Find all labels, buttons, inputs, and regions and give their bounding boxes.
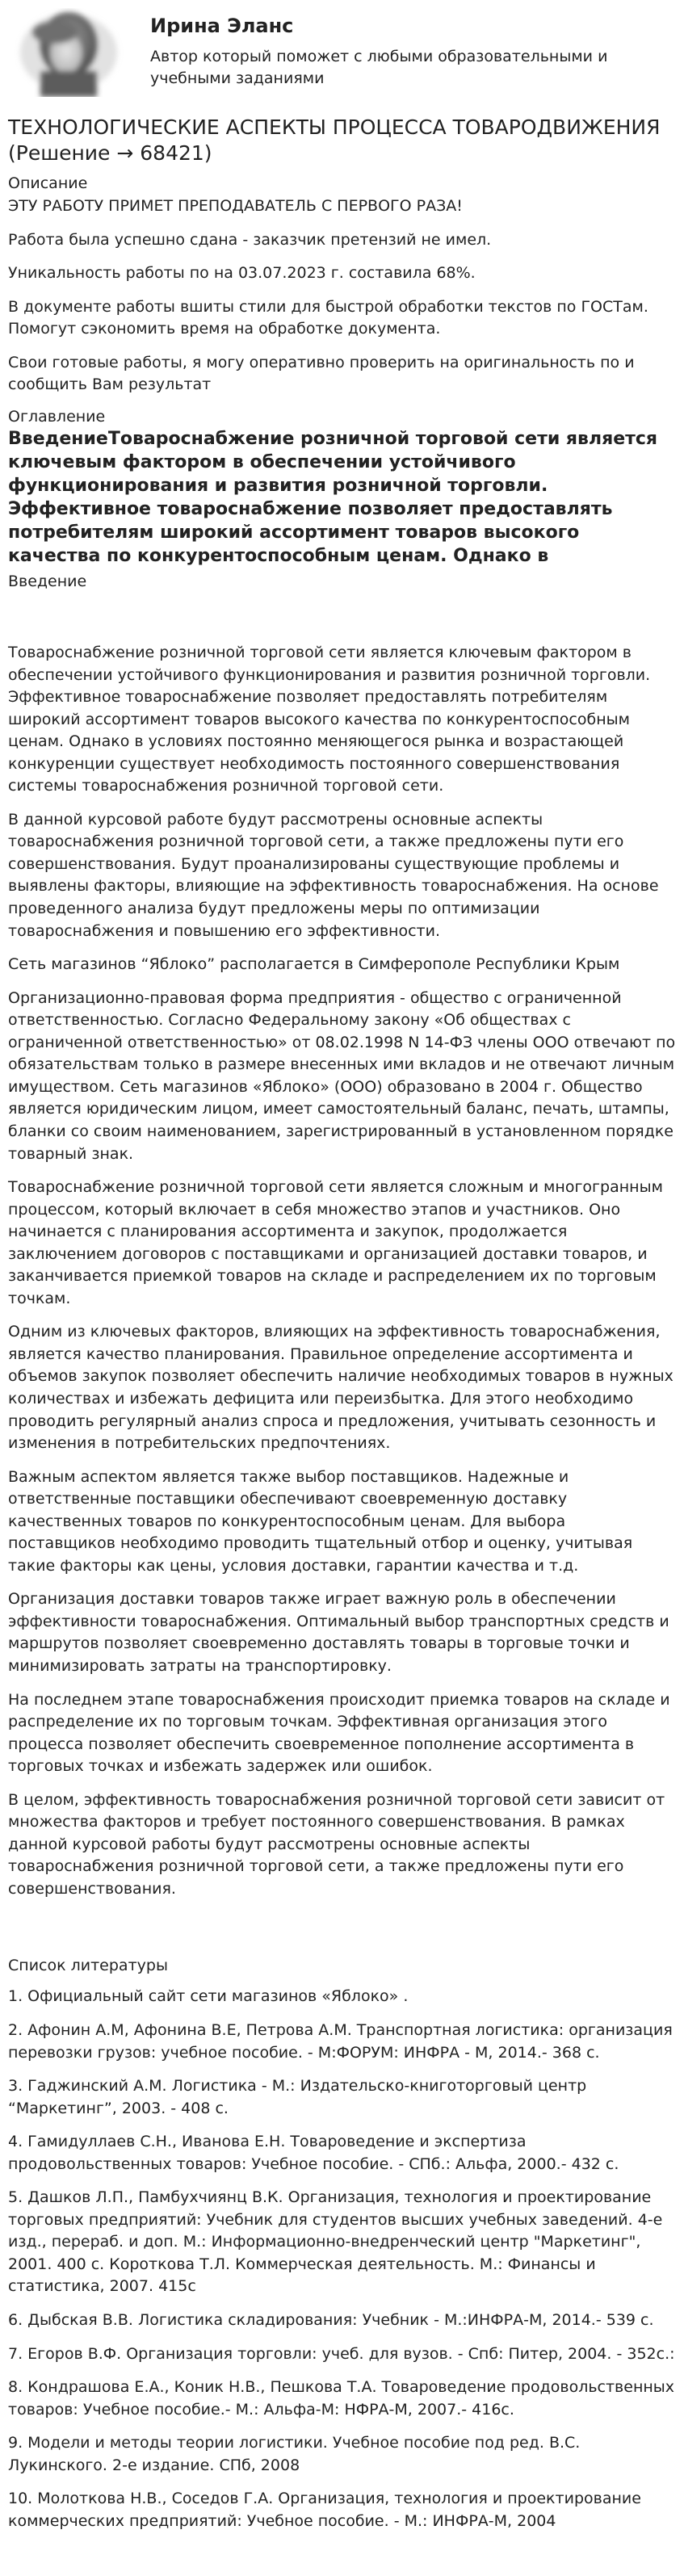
bibliography-list xyxy=(8,1986,676,2532)
description-paragraph: Работа была успешно сдана - заказчик претензий не имел. xyxy=(8,230,492,249)
bibliography-title: Список литературы xyxy=(8,1957,168,1975)
author-description: Автор который поможет с любыми образовательными и учебными заданиями xyxy=(150,47,608,88)
bibliography-item: 3. Гаджинский А.М. Логистика - М.: Издательско-книготорговый центр “Маркетинг”, 2003. - 408 с. xyxy=(8,2077,587,2117)
author-header xyxy=(0,0,684,95)
body-paragraph: В целом, эффективность товароснабжения розничной торговой сети зависит от множества факторов и требует постоянного совершенствования. В рамках данной курсовой работы будут рассмотрены основные аспекты товароснабжения розничной торговой сети, а также предложены пути его совершенствования. xyxy=(8,1790,665,1898)
author-meta xyxy=(150,8,676,90)
bibliography-item: 1. Официальный сайт сети магазинов «Яблоко» . xyxy=(8,1987,409,2006)
body-paragraph: Важным аспектом является также выбор поставщиков. Надежные и ответственные поставщики обеспечивают своевременную доставку качественных товаров по конкурентоспособным ценам. Для выбора поставщиков необходимо проводить тщательный отбор и оценку, учитывая такие факторы как цены, условия доставки, гарантии качества и т.д. xyxy=(8,1467,633,1575)
main-content xyxy=(0,115,684,2532)
body-paragraph: Организация доставки товаров также играет важную роль в обеспечении эффективности товароснабжения. Оптимальный выбор транспортных средств и маршрутов позволяет своевременно доставлять товары в торговые точки и минимизировать затраты на транспортировку. xyxy=(8,1590,669,1675)
description-paragraph: Уникальность работы по на 03.07.2023 г. составила 68%. xyxy=(8,264,476,283)
description-section xyxy=(8,174,676,396)
spacer xyxy=(8,1911,676,1957)
body-paragraph: Сеть магазинов “Яблоко” располагается в Симферополе Республики Крым xyxy=(8,955,620,974)
bibliography-item: 8. Кондрашова Е.А., Коник Н.В., Пешкова Т.А. Товароведение продовольственных товаров: Учебное пособие.- М.: Альфа-М: НФРА-М, 2007.- 416с. xyxy=(8,2378,675,2419)
bibliography-item: 7. Егоров В.Ф. Организация торговли: учеб. для вузов. - Спб: Питер, 2004. - 352с.: xyxy=(8,2344,675,2363)
toc-label: Оглавление xyxy=(8,407,106,426)
toc-text: ВведениеТовароснабжение розничной торговой сети является ключевым фактором в обеспечении устойчивого функционирования и развития розничной торговли. Эффективное товароснабжение позволяет предоставлять потребителям широкий ассортимент товаров высокого качества по конкурентоспособным ценам. Однако в xyxy=(8,428,658,566)
author-name[interactable]: Ирина Эланс xyxy=(150,15,294,37)
body-section xyxy=(8,642,676,1900)
body-paragraph: Товароснабжение розничной торговой сети является сложным и многогранным процессом, который включает в себя множество этапов и участников. Оно начинается с планирования ассортимента и закупок, продолжается заключением договоров с поставщиками и организацией доставки товаров, и заканчивается приемкой товаров на складе и распределением их по торговым точкам. xyxy=(8,1178,663,1307)
avatar-image xyxy=(8,8,129,97)
intro-label: Введение xyxy=(8,573,87,591)
body-paragraph: Товароснабжение розничной торговой сети является ключевым фактором в обеспечении устойчивого функционирования и развития розничной торговли. Эффективное товароснабжение позволяет предоставлять потребителям широкий ассортимент товаров высокого качества по конкурентоспособным ценам. Однако в условиях постоянно меняющегося рынка и возрастающей конкуренции существует необходимость постоянного совершенствования системы товароснабжения розничной торговой сети. xyxy=(8,644,651,795)
description-paragraph: Свои готовые работы, я могу оперативно проверить на оригинальность по и сообщить Вам результат xyxy=(8,353,635,394)
avatar[interactable] xyxy=(8,8,129,97)
toc-section xyxy=(8,408,676,590)
body-paragraph: На последнем этапе товароснабжения происходит приемка товаров на складе и распределение их по торговым точкам. Эффективная организация этого процесса позволяет обеспечить своевременное пополнение ассортимента в торговых точках и избежать задержек или ошибок. xyxy=(8,1690,670,1776)
body-paragraph: Организационно-правовая форма предприятия - общество с ограниченной ответственностью. Согласно Федеральному закону «Об обществах с ограниченной ответственностью» от 08.02.1998 N 14-ФЗ члены ООО отвечают по обязательствам только в размере внесенных ими вкладов и не отвечают личным имуществом. Сеть магазинов «Яблоко» (ООО) образовано в 2004 г. Общество является юридическим лицом, имеет самостоятельный баланс, печать, штампы, бланки со своим наименованием, зарегистрированный в установленном порядке товарный знак. xyxy=(8,988,676,1163)
bibliography-item: 4. Гамидуллаев С.Н., Иванова Е.Н. Товароведение и экспертиза продовольственных товаров: Учебное пособие. - СПб.: Альфа, 2000.- 432 с. xyxy=(8,2133,619,2173)
bibliography-item: 9. Модели и методы теории логистики. Учебное пособие под ред. В.С. Лукинского. 2-е издание. СПб, 2008 xyxy=(8,2434,581,2474)
bibliography-item: 10. Молоткова Н.В., Соседов Г.А. Организация, технология и проектирование коммерческих предприятий: Учебное пособие. - М.: ИНФРА-М, 2004 xyxy=(8,2490,641,2530)
work-title: ТЕХНОЛОГИЧЕСКИЕ АСПЕКТЫ ПРОЦЕССА ТОВАРОДВИЖЕНИЯ (Решение → 68421) xyxy=(8,115,661,165)
description-paragraph: В документе работы вшиты стили для быстрой обработки текстов по ГОСТам. Помогут сэкономить время на обработке документа. xyxy=(8,297,648,338)
body-paragraph: Одним из ключевых факторов, влияющих на эффективность товароснабжения, является качество планирования. Правильное определение ассортимента и объемов закупок позволяет обеспечить наличие необходимых товаров в нужных количествах и избежать дефицита или переизбытка. Для этого необходимо проводить регулярный анализ спроса и предложения, учитывать сезонность и изменения в потребительских предпочтениях. xyxy=(8,1323,674,1453)
body-paragraph: В данной курсовой работе будут рассмотрены основные аспекты товароснабжения розничной торговой сети, а также предложены пути его совершенствования. Будут проанализированы существующие проблемы и выявлены факторы, влияющие на эффективность товароснабжения. На основе проведенного анализа будут предложены меры по оптимизации товароснабжения и повышению его эффективности. xyxy=(8,810,659,940)
bibliography-item: 5. Дашков Л.П., Памбухчиянц В.К. Организация, технология и проектирование торговых предприятий: Учебник для студентов высших учебных заведений. 4-е изд., перераб. и доп. М.: Информационно-внедренческий центр "Маркетинг", 2001. 400 с. Короткова Т.Л. Коммерческая деятельность. М.: Финансы и статистика, 2007. 415с xyxy=(8,2188,663,2296)
description-label: Описание xyxy=(8,174,88,192)
bibliography-item: 6. Дыбская В.В. Логистика складирования: Учебник - М.:ИНФРА-М, 2014.- 539 с. xyxy=(8,2311,654,2330)
description-paragraph: ЭТУ РАБОТУ ПРИМЕТ ПРЕПОДАВАТЕЛЬ С ПЕРВОГО РАЗА! xyxy=(8,197,463,215)
bibliography-item: 2. Афонин А.М, Афонина В.Е, Петрова А.М. Транспортная логистика: организация перевозки грузов: учебное пособие. - М:ФОРУМ: ИНФРА - М, 2014.- 368 с. xyxy=(8,2021,673,2062)
bibliography-section xyxy=(8,1957,676,2532)
